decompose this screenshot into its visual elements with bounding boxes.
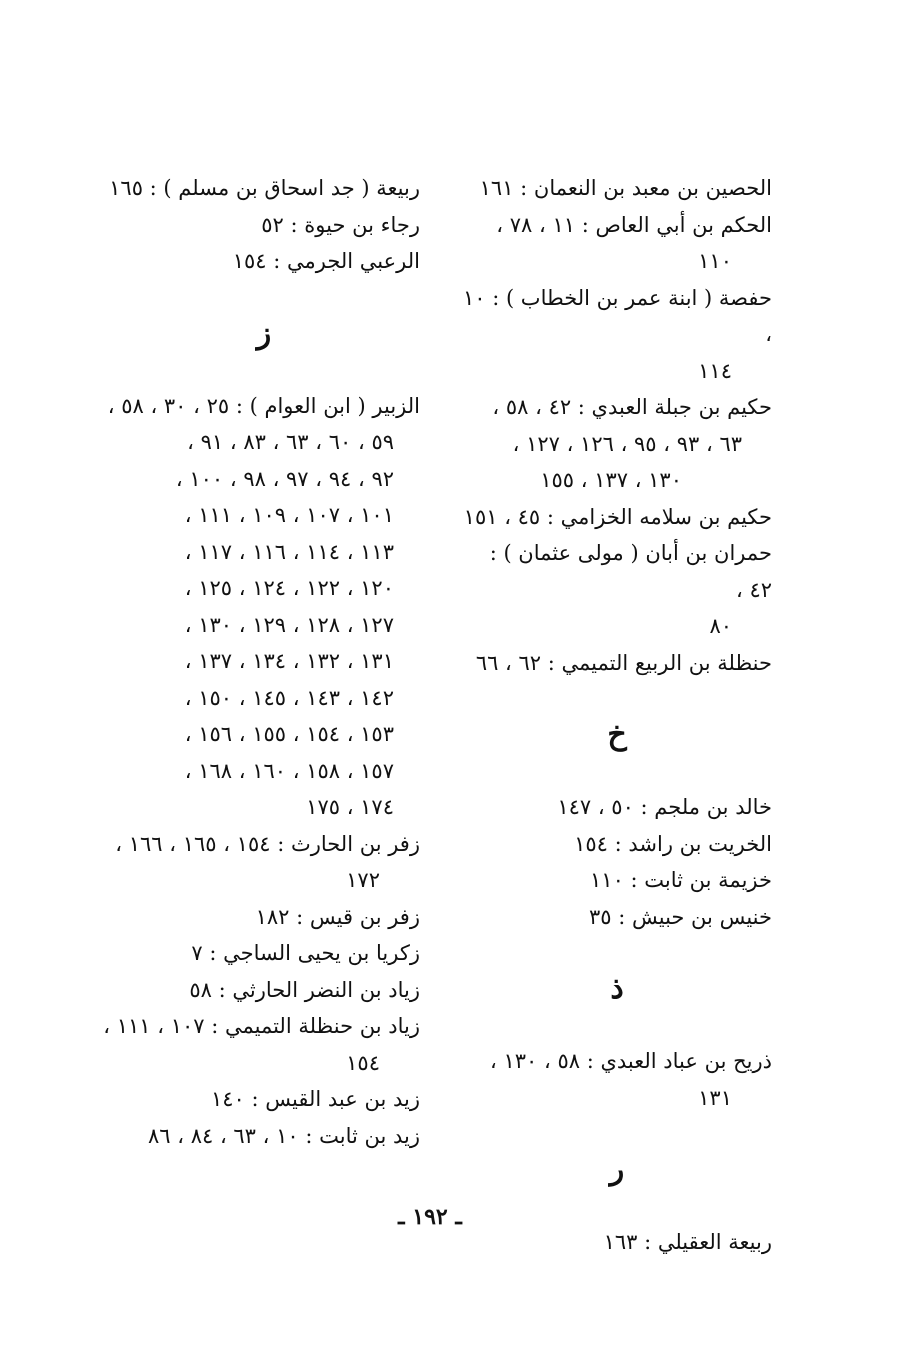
section-letter-r: ر bbox=[609, 1152, 625, 1187]
index-entry: حمران بن أبان ( مولى عثمان ) : ٤٢ ، ٨٠ bbox=[489, 541, 772, 638]
page-ref-row: ٩٢ ، ٩٤ ، ٩٧ ، ٩٨ ، ١٠٠ ، bbox=[175, 466, 394, 491]
index-entry: الخريت بن راشد : ١٥٤ bbox=[574, 831, 772, 856]
index-entry: الحصين بن معبد بن النعمان : ١٦١ bbox=[479, 176, 772, 200]
index-entry: خنيس بن حبيش : ٣٥ bbox=[588, 904, 772, 929]
index-entry: حكيم بن جبلة العبدي : ٤٢ ، ٥٨ ، ٦٣ ، ٩٣ ، ٩٥ ، ١٢٦ ، ١٢٧ ، ١٣٠ ، ١٣٧ ، ١٥٥ bbox=[492, 395, 772, 492]
index-entry: زكريا بن يحيى الساجي : ٧ bbox=[191, 941, 420, 965]
index-entry: ربيعة ( جد اسحاق بن مسلم ) : ١٦٥ bbox=[109, 176, 420, 200]
index-entry: حكيم بن سلامه الخزامي : ٤٥ ، ١٥١ bbox=[463, 504, 772, 529]
index-entry: زفر بن قيس : ١٨٢ bbox=[255, 904, 420, 929]
index-column-left bbox=[103, 170, 420, 1154]
page-ref-row: ١١٣ ، ١١٤ ، ١١٦ ، ١١٧ ، bbox=[184, 539, 394, 564]
page-ref-row: ١٢٠ ، ١٢٢ ، ١٢٤ ، ١٢٥ ، bbox=[184, 576, 394, 600]
section-letter-z: ز bbox=[256, 315, 272, 351]
page-ref-row: ١٢٧ ، ١٢٨ ، ١٢٩ ، ١٣٠ ، bbox=[184, 612, 394, 637]
index-entry: حنظلة بن الربيع التميمي : ٦٢ ، ٦٦ bbox=[475, 650, 772, 675]
index-entry: زياد بن حنظلة التميمي : ١٠٧ ، ١١١ ، ١٥٤ bbox=[103, 1014, 420, 1075]
index-entry: زفر بن الحارث : ١٥٤ ، ١٦٥ ، ١٦٦ ، ١٧٢ bbox=[115, 831, 420, 892]
page-ref-row: ١٣١ ، ١٣٢ ، ١٣٤ ، ١٣٧ ، bbox=[184, 649, 394, 673]
index-entry: رجاء بن حيوة : ٥٢ bbox=[261, 212, 420, 237]
index-column-right bbox=[462, 170, 772, 1261]
index-entry: خزيمة بن ثابت : ١١٠ bbox=[590, 868, 772, 892]
index-entry-head: الزبير ( ابن العوام ) : ٢٥ ، ٣٠ ، ٥٨ ، bbox=[107, 393, 420, 418]
page-ref-row: ١٧٤ ، ١٧٥ bbox=[306, 795, 394, 819]
index-entry: خالد بن ملجم : ٥٠ ، ١٤٧ bbox=[557, 795, 772, 819]
page-ref-row: ١٥٣ ، ١٥٤ ، ١٥٥ ، ١٥٦ ، bbox=[184, 722, 394, 746]
page-ref-row: ١٠١ ، ١٠٧ ، ١٠٩ ، ١١١ ، bbox=[184, 503, 394, 527]
index-entry: ذريح بن عباد العبدي : ٥٨ ، ١٣٠ ، ١٣١ bbox=[490, 1049, 772, 1110]
index-entry-zubayr bbox=[108, 388, 420, 826]
section-letter-dh: ذ bbox=[610, 971, 624, 1006]
index-entry: زيد بن عبد القيس : ١٤٠ bbox=[211, 1087, 420, 1111]
index-entry: الرعبي الجرمي : ١٥٤ bbox=[232, 249, 420, 273]
index-entry: ربيعة العقيلي : ١٦٣ bbox=[603, 1230, 772, 1254]
index-entry: الحكم بن أبي العاص : ١١ ، ٧٨ ، ١١٠ bbox=[496, 212, 772, 273]
index-entry: حفصة ( ابنة عمر بن الخطاب ) : ١٠ ، ١١٤ bbox=[462, 285, 772, 383]
page-ref-row: ١٥٧ ، ١٥٨ ، ١٦٠ ، ١٦٨ ، bbox=[184, 758, 394, 783]
index-entry: زياد بن النضر الحارثي : ٥٨ bbox=[189, 977, 420, 1002]
page-ref-row: ٥٩ ، ٦٠ ، ٦٣ ، ٨٣ ، ٩١ ، bbox=[187, 430, 394, 454]
section-letter-kh: خ bbox=[607, 717, 627, 752]
page-number: ـ ١٩٢ ـ bbox=[398, 1204, 462, 1230]
page-ref-row: ١٤٢ ، ١٤٣ ، ١٤٥ ، ١٥٠ ، bbox=[184, 685, 394, 710]
index-entry: زيد بن ثابت : ١٠ ، ٦٣ ، ٨٤ ، ٨٦ bbox=[148, 1123, 420, 1148]
